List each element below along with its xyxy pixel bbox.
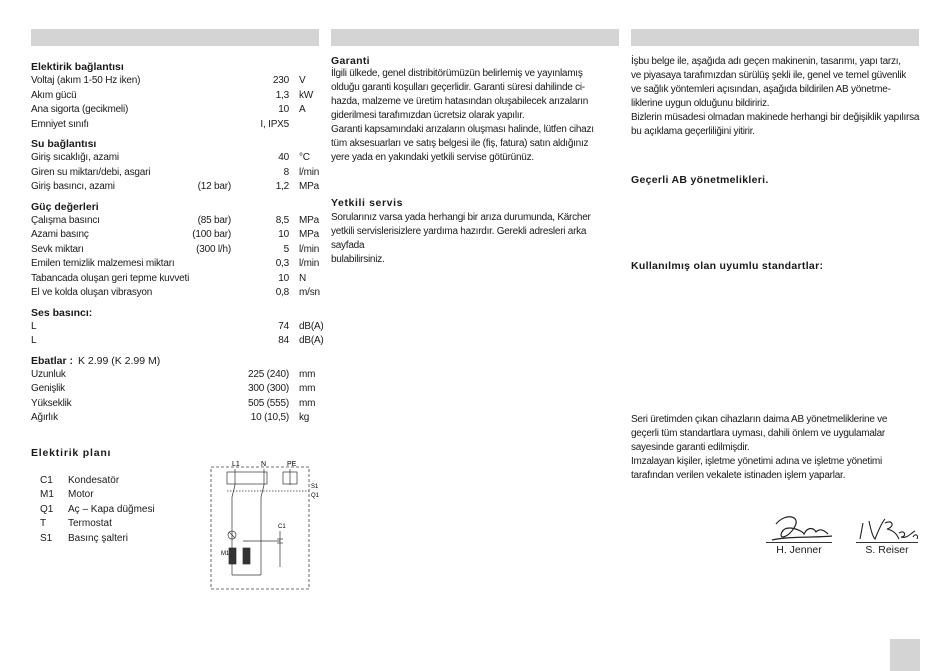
spec-note: (12 bar): [197, 181, 231, 192]
spec-row: [31, 334, 324, 349]
spec-row: [31, 243, 319, 258]
legend-text: Basınç şalteri: [68, 532, 129, 544]
authorized-service-text: [331, 211, 619, 267]
spec-unit: l/min: [299, 243, 320, 255]
spec-label: Ana sigorta (gecikmeli): [31, 104, 129, 115]
legend-code: C1: [40, 475, 53, 486]
signature-jenner: [768, 510, 838, 546]
spec-section: [31, 138, 319, 195]
signer-1-box: [766, 542, 832, 556]
column-3-header-bar: [631, 29, 919, 46]
dimension-row: [31, 411, 319, 426]
spec-row: [31, 272, 319, 287]
spec-section-title: Güç değerleri: [31, 200, 99, 213]
legend-row: [40, 503, 218, 517]
spec-label: Emniyet sınıfı: [31, 118, 89, 130]
warranty-line: Garanti kapsamındaki arızaların oluşması halinde, lütfen cihazı: [331, 124, 594, 135]
spec-unit: MPa: [299, 181, 319, 192]
spec-row: [31, 228, 319, 243]
dimension-unit: mm: [299, 383, 316, 394]
spec-section-title: Ses basıncı:: [31, 306, 93, 319]
dimension-spacer: [176, 368, 231, 383]
dimension-unit: mm: [299, 368, 316, 380]
warranty-column: [331, 55, 619, 267]
spec-unit: kW: [299, 89, 314, 101]
spec-note: [176, 103, 231, 118]
diagram-label-q1: Q1: [311, 493, 320, 499]
spec-note: [176, 118, 231, 133]
eu-directives-title: Geçerli AB yönetmelikleri.: [631, 174, 769, 186]
declaration-line: İşbu belge ile, aşağıda adı geçen makinenin, tasarımı, yapı tarzı,: [631, 56, 901, 67]
spec-label: Giren su miktarı/debi, asgari: [31, 166, 151, 178]
dimension-row: [31, 397, 319, 412]
harmonized-standards-title: Kullanılmış olan uyumlu standartlar:: [631, 260, 824, 272]
serial-production-line: tarafından verilen vekalete istinaden işlem yaparlar.: [631, 470, 846, 481]
spec-value: 84: [278, 335, 289, 346]
spec-note: (100 bar): [192, 229, 231, 240]
spec-value: 230: [272, 75, 289, 86]
spec-unit: V: [299, 75, 306, 86]
dimension-label: Yükseklik: [31, 397, 72, 409]
diagram-device-boundary: [211, 467, 309, 589]
legend-row: [40, 517, 218, 531]
spec-label: Sevk miktarı: [31, 243, 84, 255]
technical-data-column: [31, 55, 324, 426]
dimension-row: [31, 368, 319, 383]
legend-text: Motor: [68, 489, 94, 501]
spec-value: 1,2: [275, 181, 289, 192]
dimensions-rows: [31, 368, 319, 426]
spec-value: 0,3: [275, 258, 289, 269]
signature-reiser: [855, 515, 921, 545]
spec-label: Çalışma basıncı: [31, 214, 100, 226]
spec-note: [176, 74, 231, 89]
spec-unit: MPa: [299, 214, 319, 226]
spec-row: [31, 320, 324, 335]
declaration-line: Bizlerin müsadesi olmadan makinede herhangi bir değişiklik yapılırsa: [631, 112, 920, 123]
spec-value: 8,5: [275, 214, 289, 226]
spec-value: 10: [278, 229, 289, 240]
diagram-label-s1: S1: [311, 484, 319, 490]
spec-unit: l/min: [299, 166, 320, 178]
spec-note: [176, 334, 231, 349]
spec-label: Emilen temizlik malzemesi miktarı: [31, 258, 175, 269]
service-line: bulabilirsiniz.: [331, 254, 385, 265]
dimensions-title: Ebatlar :: [31, 354, 74, 367]
spec-label: Giriş sıcaklığı, azami: [31, 152, 119, 163]
spec-value: I, IPX5: [260, 118, 289, 130]
spec-label: L: [31, 335, 37, 346]
service-line: yetkili servislerisizlere yardıma hazırdır. Gerekli adresleri arka sayfada: [331, 226, 587, 251]
spec-value: 40: [278, 152, 289, 163]
spec-row: [31, 286, 319, 301]
column-2-header-bar: [331, 29, 619, 46]
spec-note: [176, 272, 231, 287]
dimension-row: [31, 382, 319, 397]
spec-row: [31, 214, 319, 229]
spec-row: [31, 74, 319, 89]
declaration-line: ve piyasaya tarafımızdan sürülüş şekli ile, genel ve temel güvenlik: [631, 70, 907, 81]
spec-unit: A: [299, 104, 306, 115]
dimension-value: 505 (555): [247, 397, 289, 409]
spec-value: 5: [283, 243, 289, 255]
diagram-wiring: [227, 469, 309, 575]
spec-note: [176, 320, 231, 335]
dimension-spacer: [176, 411, 231, 426]
dimension-value: 300 (300): [247, 383, 289, 394]
warranty-line: İlgili ülkede, genel distribitörümüzün belirlemiş ve yayınlamış: [331, 68, 583, 79]
spec-section: [31, 61, 319, 132]
spec-value: 0,8: [275, 287, 289, 298]
legend-row: [40, 488, 218, 502]
column-1-header-bar: [31, 29, 319, 46]
spec-unit: dB(A): [299, 335, 324, 346]
spec-note: [176, 166, 231, 181]
serial-production-line: Seri üretimden çıkan cihazların daima AB yönetmeliklerine ve: [631, 414, 888, 425]
spec-note: [176, 257, 231, 272]
legend-row: [40, 532, 218, 546]
dimensions-model: K 2.99 (K 2.99 M): [77, 354, 161, 367]
spec-unit: MPa: [299, 229, 319, 240]
spec-sections: [31, 61, 324, 349]
diagram-label-c1: C1: [278, 524, 286, 530]
spec-section: [31, 306, 324, 349]
legend-code: T: [40, 518, 47, 530]
dimension-unit: mm: [299, 397, 316, 409]
warranty-text: [331, 67, 619, 165]
diagram-label-n: N: [261, 461, 267, 468]
spec-section-title: Su bağlantısı: [31, 138, 97, 150]
spec-note: [176, 286, 231, 301]
spec-unit: dB(A): [299, 320, 324, 332]
spec-label: Voltaj (akım 1-50 Hz iken): [31, 75, 141, 86]
dimension-value: 225 (240): [247, 368, 289, 380]
spec-note: (85 bar): [197, 214, 231, 226]
warranty-line: hazda, malzeme ve üretim hatasından oluşabilecek arızaların: [331, 96, 589, 107]
signer-2-box: [856, 542, 918, 556]
declaration-line: liklerine uygun olduğunu bildiririz.: [631, 98, 770, 109]
dimension-spacer: [176, 382, 231, 397]
spec-note: [176, 89, 231, 104]
dimension-unit: kg: [299, 412, 310, 423]
warranty-line: olduğu garanti koşulları geçerlidir. Garanti süresi dahilinde ci-: [331, 82, 585, 93]
dimension-label: Ağırlık: [31, 412, 58, 423]
spec-label: Azami basınç: [31, 229, 89, 240]
declaration-line: bu açıklama geçerliliğini yitirir.: [631, 126, 755, 137]
spec-row: [31, 151, 319, 166]
spec-value: 74: [278, 320, 289, 332]
spec-row: [31, 257, 319, 272]
spec-value: 8: [283, 166, 289, 178]
electrical-plan-title: Elektirik planı: [31, 447, 112, 459]
spec-row: [31, 103, 319, 118]
page-corner-tab: [890, 639, 920, 671]
spec-label: L: [31, 320, 37, 332]
dimension-label: Uzunluk: [31, 368, 66, 380]
declaration-line: ve sağlık yöntemleri açısından, aşağıda bildirilen AB yönetme-: [631, 84, 891, 95]
spec-value: 1,3: [275, 89, 289, 101]
dimension-spacer: [176, 397, 231, 412]
service-line: Sorularınız varsa yada herhangi bir arıza durumunda, Kärcher: [331, 212, 591, 223]
legend-text: Termostat: [68, 518, 112, 530]
signer-1-name: H. Jenner: [766, 542, 832, 556]
warranty-title: Garanti: [331, 55, 370, 67]
spec-row: [31, 180, 319, 195]
legend-text: Aç – Kapa düğmesi: [68, 503, 155, 515]
spec-row: [31, 166, 319, 181]
declaration-intro-text: [631, 55, 921, 139]
dimension-label: Genişlik: [31, 383, 65, 394]
diagram-label-l1: L1: [232, 461, 240, 468]
legend-row: [40, 474, 218, 488]
serial-production-line: geçerli tüm standartlara uyması, dahili önlem ve uygulamalar: [631, 428, 886, 439]
spec-unit: [289, 118, 319, 133]
dimensions-section: [31, 355, 319, 426]
diagram-label-pe: PE: [287, 461, 297, 468]
serial-production-line: Imzalayan kişiler, işletme yönetimi adına ve işletme yönetimi: [631, 456, 882, 467]
signer-2-name: S. Reiser: [856, 542, 918, 556]
warranty-line: giderilmesi tarafımızdan ücretsiz olarak yapılır.: [331, 110, 525, 121]
spec-label: Tabancada oluşan geri tepme kuvveti: [31, 272, 190, 284]
spec-label: Giriş basıncı, azami: [31, 181, 115, 192]
warranty-line: tüm aksesuarları ve satış belgesi ile (fiş, fatura) satın aldığınız: [331, 138, 589, 149]
legend-text: Kondesatör: [68, 475, 120, 486]
spec-unit: N: [299, 272, 307, 284]
spec-value: 10: [278, 104, 289, 115]
authorized-service-title: Yetkili servis: [331, 197, 404, 209]
spec-label: El ve kolda oluşan vibrasyon: [31, 287, 153, 298]
serial-production-text: [631, 413, 921, 483]
spec-section-title: Elektirik bağlantısı: [31, 61, 124, 73]
spec-row: [31, 118, 319, 133]
spec-unit: m/sn: [299, 287, 320, 298]
electrical-plan-legend: [40, 474, 218, 546]
spec-value: 10: [278, 272, 289, 284]
spec-note: (300 l/h): [196, 243, 231, 255]
electrical-wiring-diagram: [205, 455, 325, 595]
legend-code: S1: [40, 532, 53, 544]
legend-code: Q1: [40, 503, 54, 515]
dimension-value: 10 (10,5): [250, 412, 289, 423]
serial-production-line: sayesinde garanti edilmişdir.: [631, 442, 750, 453]
diagram-label-m1: M1: [221, 551, 230, 557]
spec-label: Akım gücü: [31, 89, 77, 101]
spec-unit: l/min: [299, 258, 320, 269]
legend-code: M1: [40, 489, 54, 501]
spec-section: [31, 201, 319, 301]
spec-note: [176, 151, 231, 166]
warranty-line: yere yada en yakındaki yetkili servise götürünüz.: [331, 152, 534, 163]
spec-row: [31, 89, 319, 104]
declaration-column: [631, 55, 921, 483]
spec-unit: °C: [299, 152, 310, 163]
